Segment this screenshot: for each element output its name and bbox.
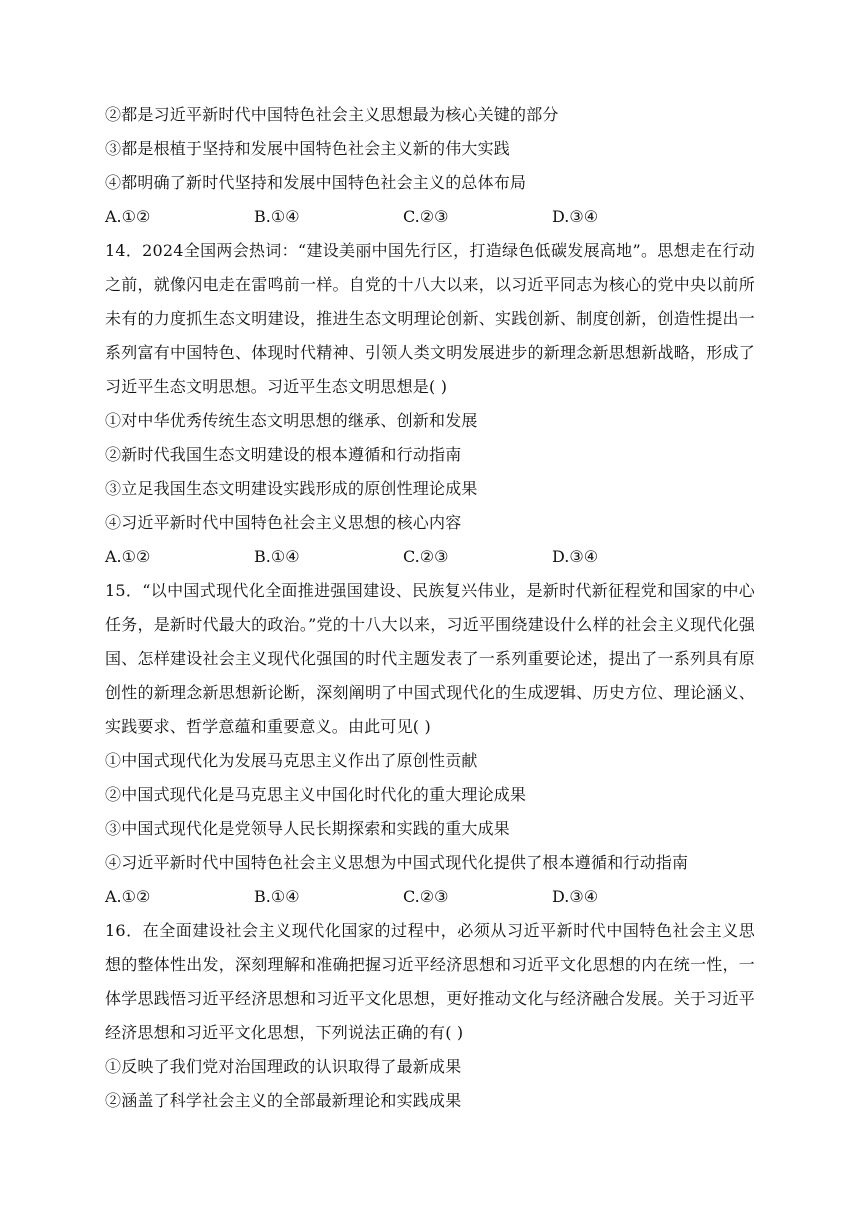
statement-3: ③中国式现代化是党领导人民长期探索和实践的重大成果 [105,819,511,838]
statement-4: ④习近平新时代中国特色社会主义思想的核心内容 [105,513,462,532]
option-c: C.②③ [403,547,449,566]
question-stem: 15．“以中国式现代化全面推进强国建设、民族复兴伟业，是新时代新征程党和国家的中心任务，是新时代最大的政治。”党的十八大以来，习近平围绕建设什么样的社会主义现代化强国、怎样建设社会主义现代化强国的时代主题发表了一系列重要论述，提出了一系列具有原创性的新理念新思想新论断，深刻阐明了中国式现代化的生成逻辑、历史方位、理论涵义、实践要求、哲学意蕴和重要意义。由此可见( ) [105,581,755,736]
statement-2: ②都是习近平新时代中国特色社会主义思想最为核心关键的部分 [105,105,559,124]
question-16 [105,914,755,1118]
question-14 [105,234,755,574]
question-stem: 14．2024全国两会热词：“建设美丽中国先行区，打造绿色低碳发展高地”。思想走在行动之前，就像闪电走在雷鸣前一样。自党的十八大以来，以习近平同志为核心的党中央以前所未有的力度抓生态文明建设，推进生态文明理论创新、实践创新、制度创新，创造性提出一系列富有中国特色、体现时代精神、引领人类文明发展进步的新理念新思想新战略，形成了习近平生态文明思想。习近平生态文明思想是( ) [105,241,755,396]
statement-1: ①对中华优秀传统生态文明思想的继承、创新和发展 [105,411,478,430]
option-b: B.①④ [254,207,300,226]
statement-3: ③都是根植于坚持和发展中国特色社会主义新的伟大实践 [105,139,511,158]
statement-4: ④习近平新时代中国特色社会主义思想为中国式现代化提供了根本遵循和行动指南 [105,853,689,872]
question-13 [105,98,755,234]
question-stem: 16．在全面建设社会主义现代化国家的过程中，必须从习近平新时代中国特色社会主义思想的整体性出发，深刻理解和准确把握习近平经济思想和习近平文化思想的内在统一性，一体学思践悟习近平经济思想和习近平文化思想，更好推动文化与经济融合发展。关于习近平经济思想和习近平文化思想，下列说法正确的有( ) [105,921,755,1042]
option-a: A.①② [105,887,151,906]
option-d: D.③④ [552,207,599,226]
answer-options [105,540,755,574]
option-c: C.②③ [403,207,449,226]
option-d: D.③④ [552,547,599,566]
statement-3: ③立足我国生态文明建设实践形成的原创性理论成果 [105,479,478,498]
option-b: B.①④ [254,887,300,906]
statement-2: ②中国式现代化是马克思主义中国化时代化的重大理论成果 [105,785,527,804]
statement-2: ②涵盖了科学社会主义的全部最新理论和实践成果 [105,1091,462,1110]
option-d: D.③④ [552,887,599,906]
question-15 [105,574,755,914]
statement-1: ①反映了我们党对治国理政的认识取得了最新成果 [105,1057,462,1076]
option-c: C.②③ [403,887,449,906]
answer-options [105,200,755,234]
option-a: A.①② [105,207,151,226]
page-content [105,98,755,1118]
statement-2: ②新时代我国生态文明建设的根本遵循和行动指南 [105,445,462,464]
option-b: B.①④ [254,547,300,566]
statement-4: ④都明确了新时代坚持和发展中国特色社会主义的总体布局 [105,173,527,192]
statement-1: ①中国式现代化为发展马克思主义作出了原创性贡献 [105,751,478,770]
answer-options [105,880,755,914]
option-a: A.①② [105,547,151,566]
